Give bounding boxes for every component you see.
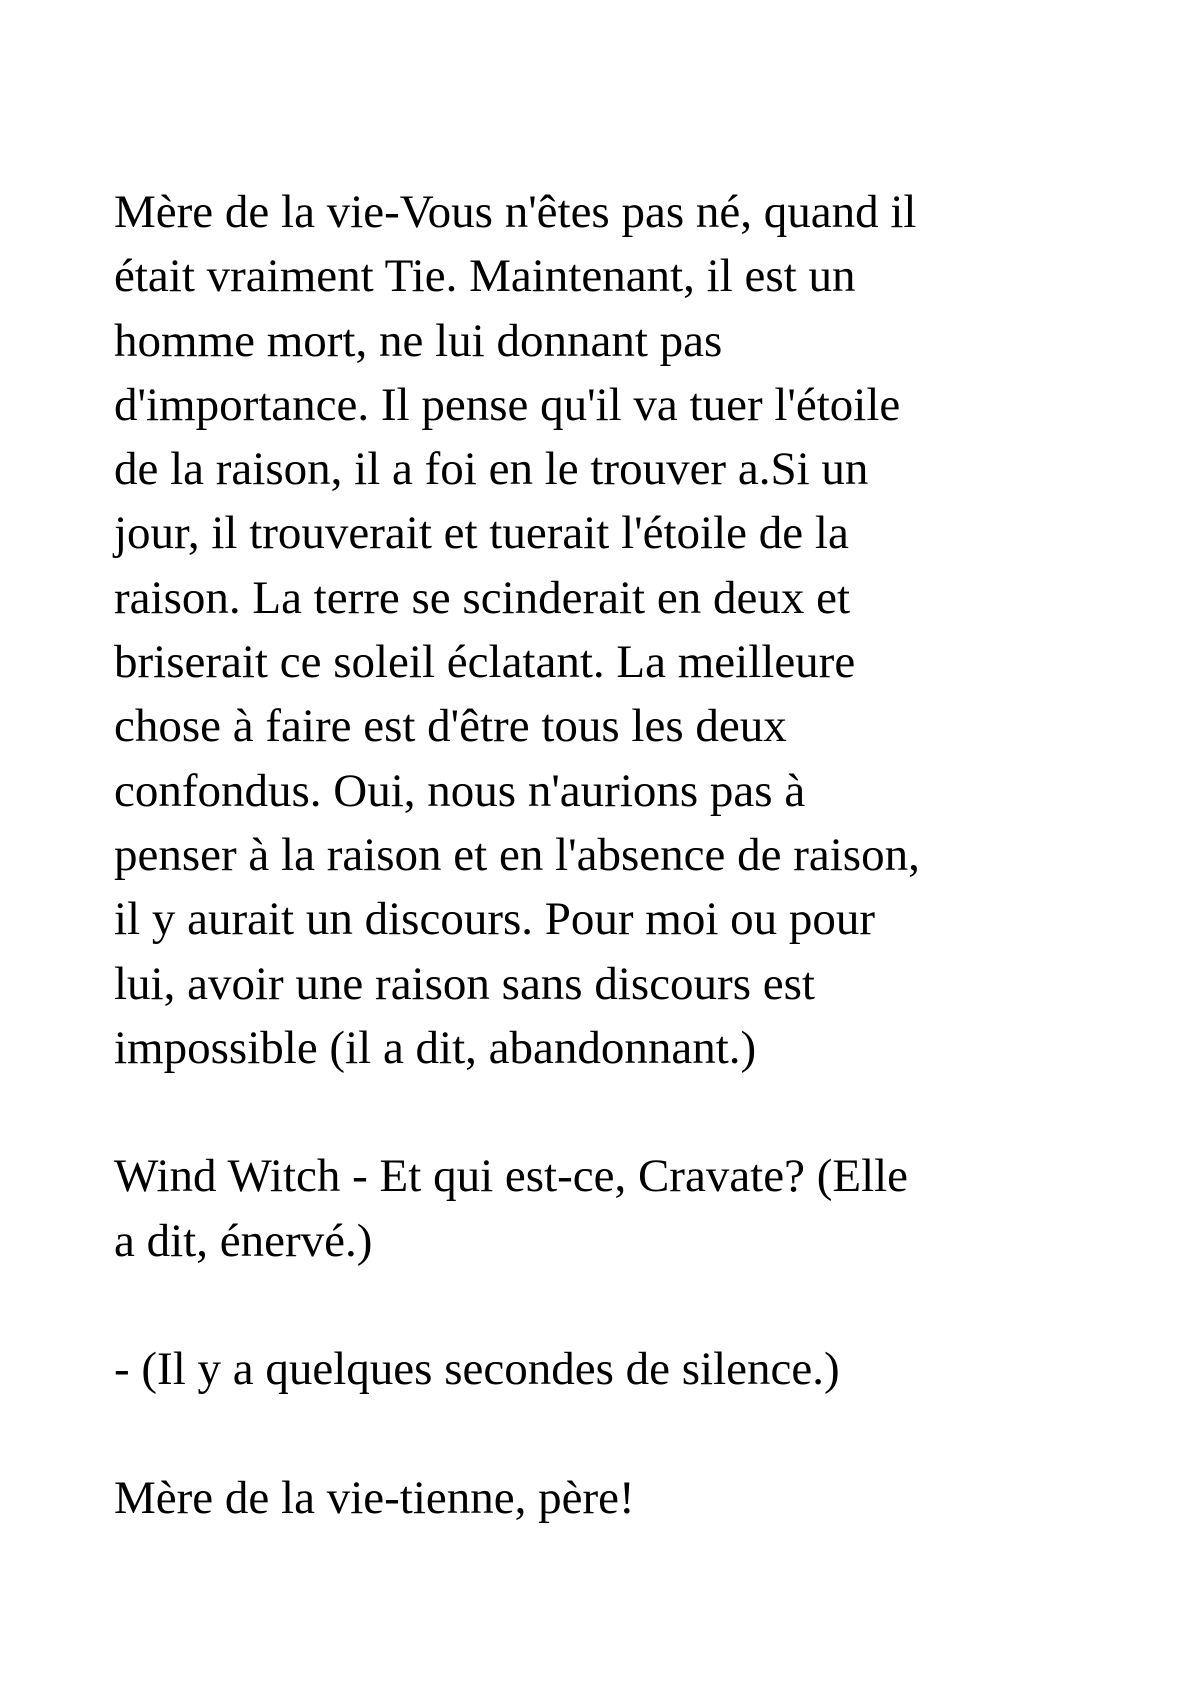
paragraph-spacer xyxy=(114,1402,1114,1466)
text-line: Mère de la vie-Vous n'êtes pas né, quand il xyxy=(114,186,917,238)
paragraph-2 xyxy=(114,1144,1114,1273)
text-line: raison. La terre se scinderait en deux et xyxy=(114,571,851,624)
text-line: chose à faire est d'être tous les deux xyxy=(114,700,787,753)
text-line: Mère de la vie-tienne, père! xyxy=(114,1471,635,1524)
text-line: homme mort, ne lui donnant pas xyxy=(114,314,723,367)
text-line: il y aurait un discours. Pour moi ou pour xyxy=(114,893,876,946)
text-line: Wind Witch - Et qui est-ce, Cravate? (Elle xyxy=(114,1150,909,1203)
text-line: penser à la raison et en l'absence de raison, xyxy=(114,828,920,881)
text-line: confondus. Oui, nous n'aurions pas à xyxy=(114,764,806,817)
paragraph-3 xyxy=(114,1337,1114,1401)
document-body xyxy=(114,180,1114,1530)
text-line: était vraiment Tie. Maintenant, il est un xyxy=(114,250,856,303)
text-line: lui, avoir une raison sans discours est xyxy=(114,957,815,1010)
paragraph-1 xyxy=(114,180,1114,1080)
text-line: briserait ce soleil éclatant. La meilleure xyxy=(114,636,856,689)
paragraph-spacer xyxy=(114,1273,1114,1337)
text-line: d'importance. Il pense qu'il va tuer l'étoile xyxy=(114,378,901,431)
text-line: impossible (il a dit, abandonnant.) xyxy=(114,1021,757,1074)
text-line: - (Il y a quelques secondes de silence.) xyxy=(114,1343,840,1396)
paragraph-4 xyxy=(114,1466,1114,1530)
text-line: jour, il trouverait et tuerait l'étoile de la xyxy=(114,507,849,560)
text-line: de la raison, il a foi en le trouver a.Si un xyxy=(114,443,869,496)
text-line: a dit, énervé.) xyxy=(114,1214,373,1267)
paragraph-spacer xyxy=(114,1080,1114,1144)
